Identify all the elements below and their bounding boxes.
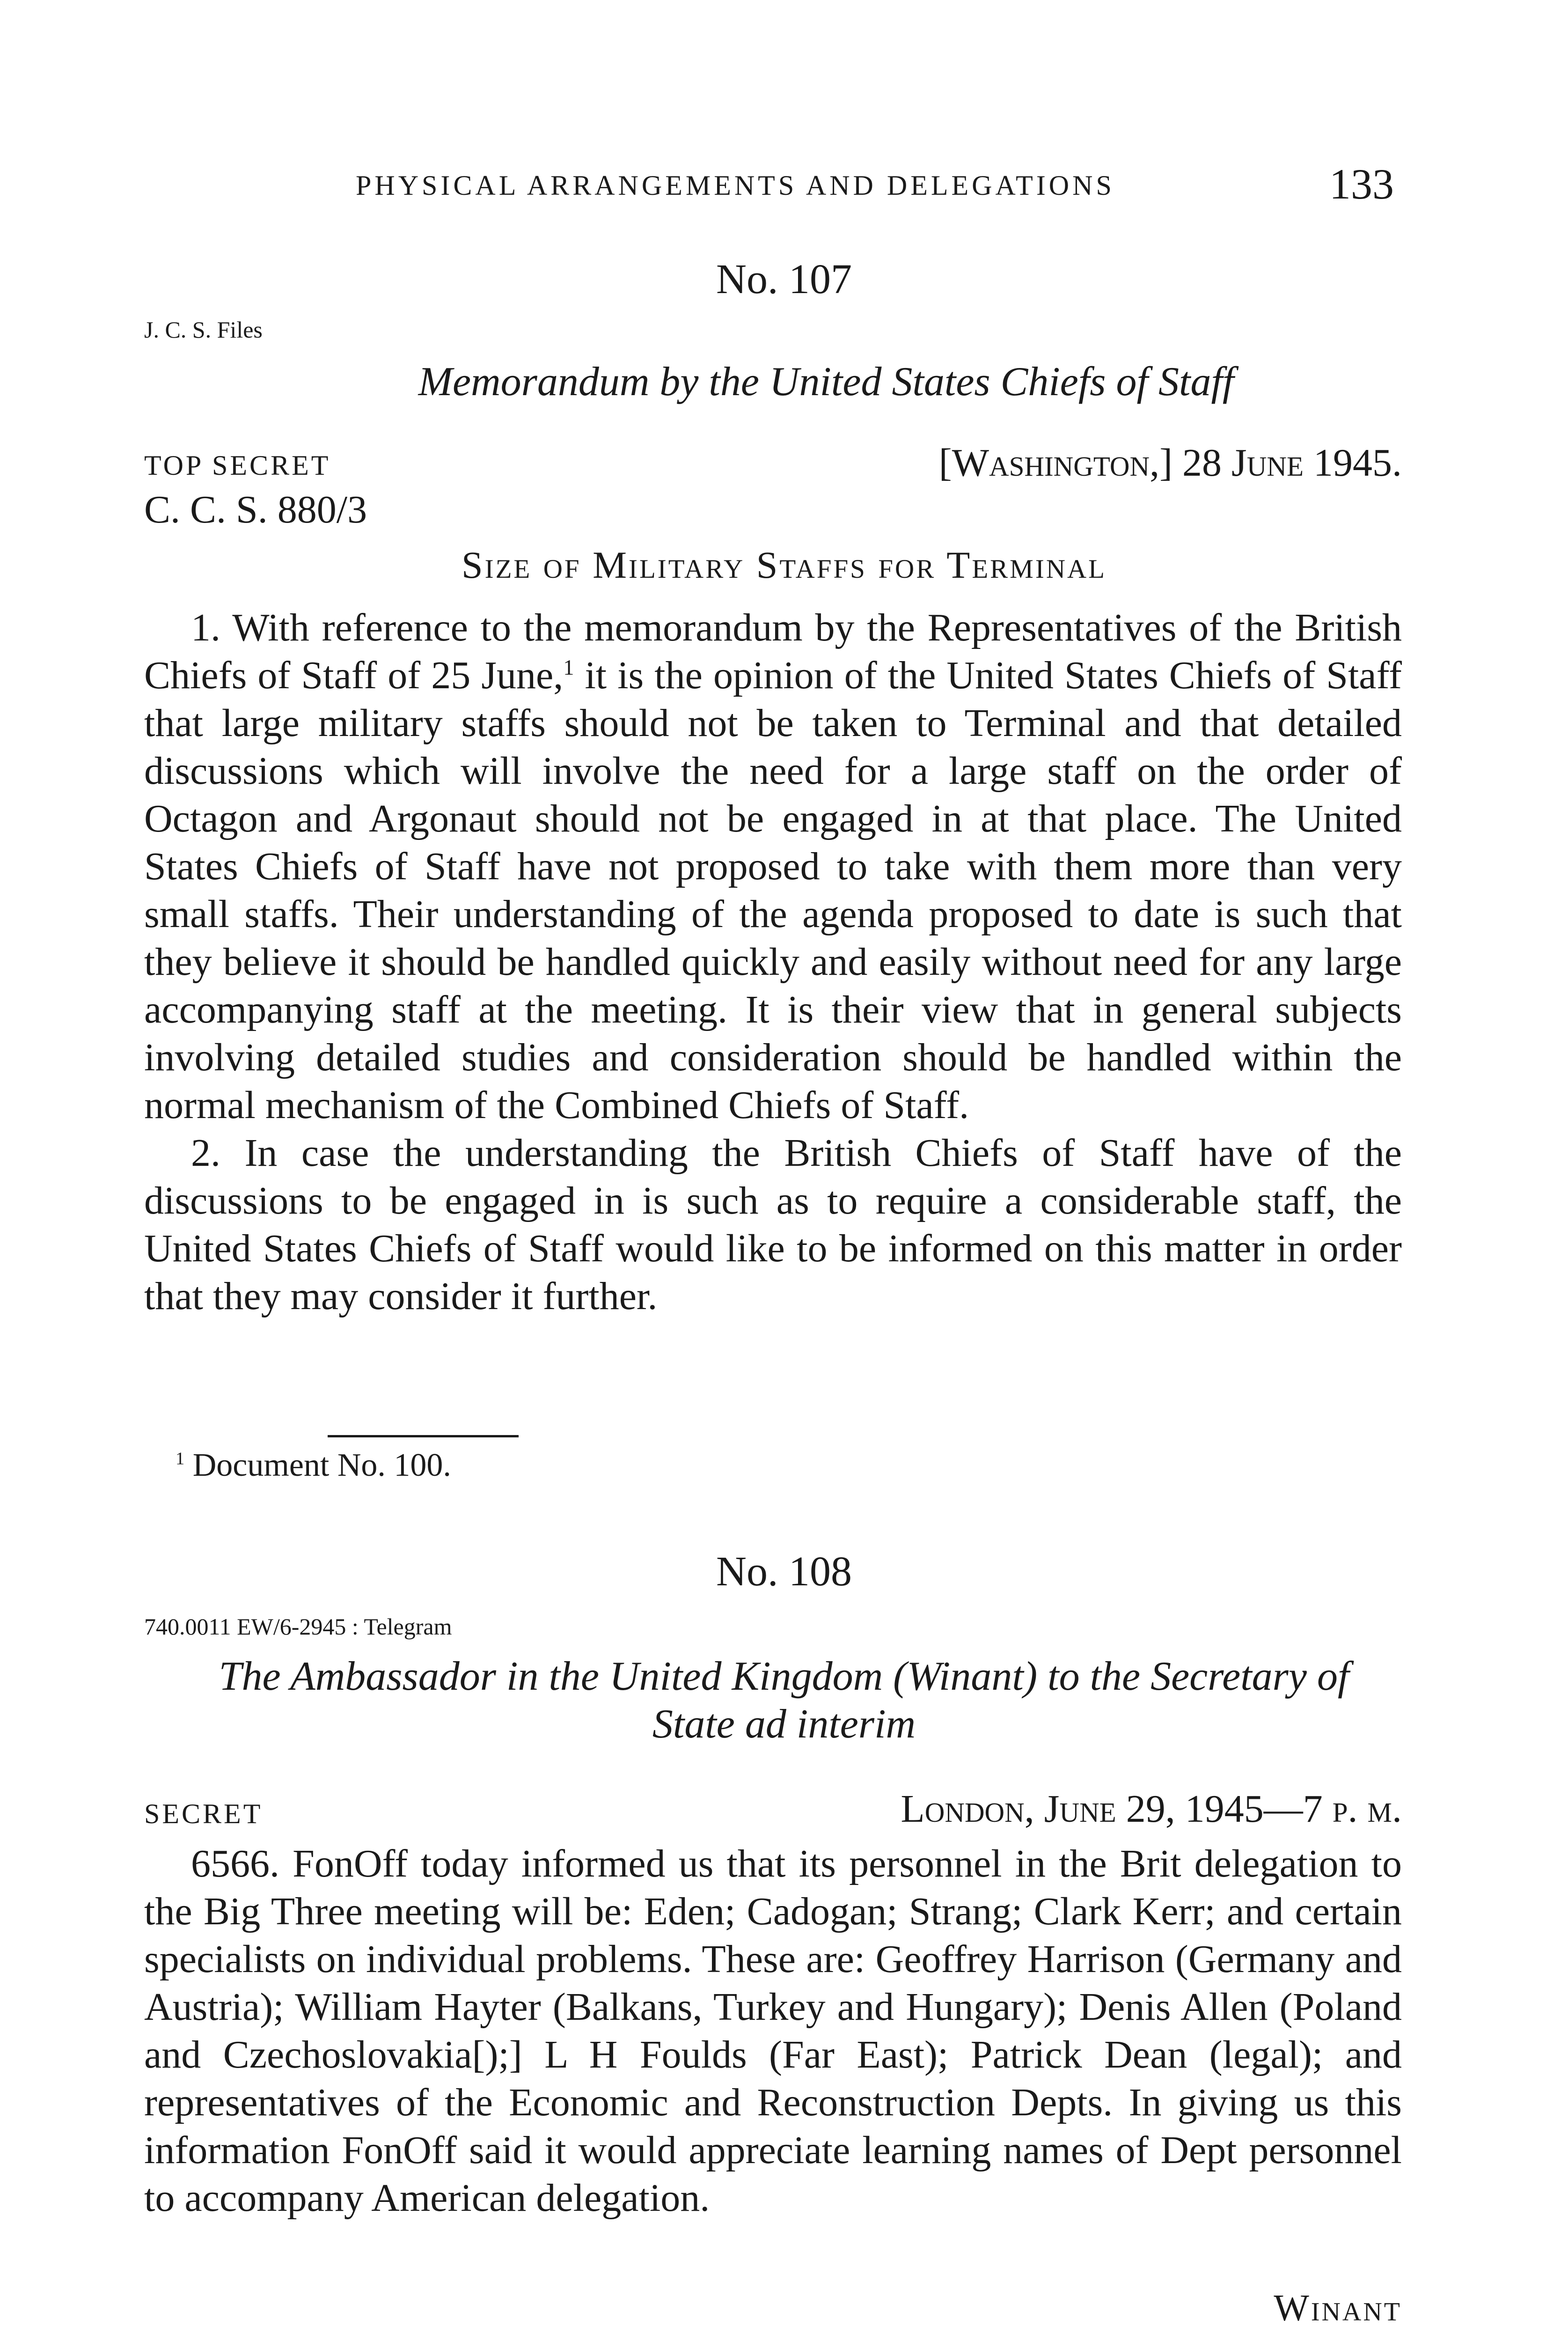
memorandum-body [144,604,1402,1320]
paragraph [144,604,1402,1129]
document-number: No. 108 [716,1548,852,1595]
place-date: [Washington,] 28 June 1945. [938,441,1402,485]
file-reference: C. C. S. 880/3 [144,488,367,531]
document-number: No. 107 [716,256,852,302]
running-header: PHYSICAL ARRANGEMENTS AND DELEGATIONS [356,170,1115,201]
place-date: London, June 29, 1945—7 p. m. [901,1787,1402,1831]
paragraph-text: it is the opinion of the United States Chiefs of Staff that large military staffs should not be taken to Terminal and that detailed discussions which will involve the need for a large staff on the order of Octagon and Argonaut should not be engaged in at that place. The United States Chiefs of Staff have not proposed to take with them more than very small staffs. Their understanding of the agenda proposed to date is such that they believe it should be handled quickly and easily without need for any large accompanying staff at the meeting. It is their view that in general subjects involving detailed studies and consideration should be handled within the normal mechanism of the Combined Chiefs of Staff. [144,654,1402,1127]
signature: Winant [1274,2288,1402,2329]
footnote-rule [328,1435,519,1437]
source-note: J. C. S. Files [144,317,263,343]
document-title-continued: State ad interim [652,1701,916,1747]
classification-label: SECRET [144,1798,263,1829]
paragraph [144,1129,1402,1320]
document-title: Memorandum by the United States Chiefs of Staff [418,359,1234,405]
paragraph-text: With reference to the memorandum by the Representatives of the British Chiefs of Staff of 25 June, [144,606,1402,697]
paragraph-text: In case the understanding the British Chiefs of Staff have of the discussions to be engaged in is such as to require a considerable staff, the United States Chiefs of Staff would like to be informed on this matter in order that they may consider it further. [144,1131,1402,1318]
paragraph-number: 2. [191,1131,220,1175]
source-note: 740.0011 EW/6-2945 : Telegram [144,1613,452,1640]
telegram-body [144,1840,1402,2222]
classification-label: TOP SECRET [144,450,331,481]
subject-heading: Size of Military Staffs for Terminal [462,544,1106,586]
document-title: The Ambassador in the United Kingdom (Winant) to the Secretary of [219,1654,1349,1699]
paragraph-number: 1. [191,606,220,649]
footnote [176,1447,451,1484]
footnote-reference: 1 [563,655,574,679]
paragraph-text: 6566. FonOff today informed us that its personnel in the Brit delegation to the Big Three meeting will be: Eden; Cadogan; Strang; Clark Kerr; and certain specialists on individual problems. These are: Geoffrey Harrison (Germany and Austria); William Hayter (Balkans, Turkey and Hungary); Denis Allen (Poland and Czechoslovakia[);] L H Foulds (Far East); Patrick Dean (legal); and representatives of the Economic and Reconstruction Depts. In giving us this information FonOff said it would appreciate learning names of Dept personnel to accompany American delegation. [144,1842,1402,2220]
page-number: 133 [1329,160,1394,208]
footnote-text: Document No. 100. [192,1447,451,1483]
footnote-marker: 1 [176,1449,185,1469]
